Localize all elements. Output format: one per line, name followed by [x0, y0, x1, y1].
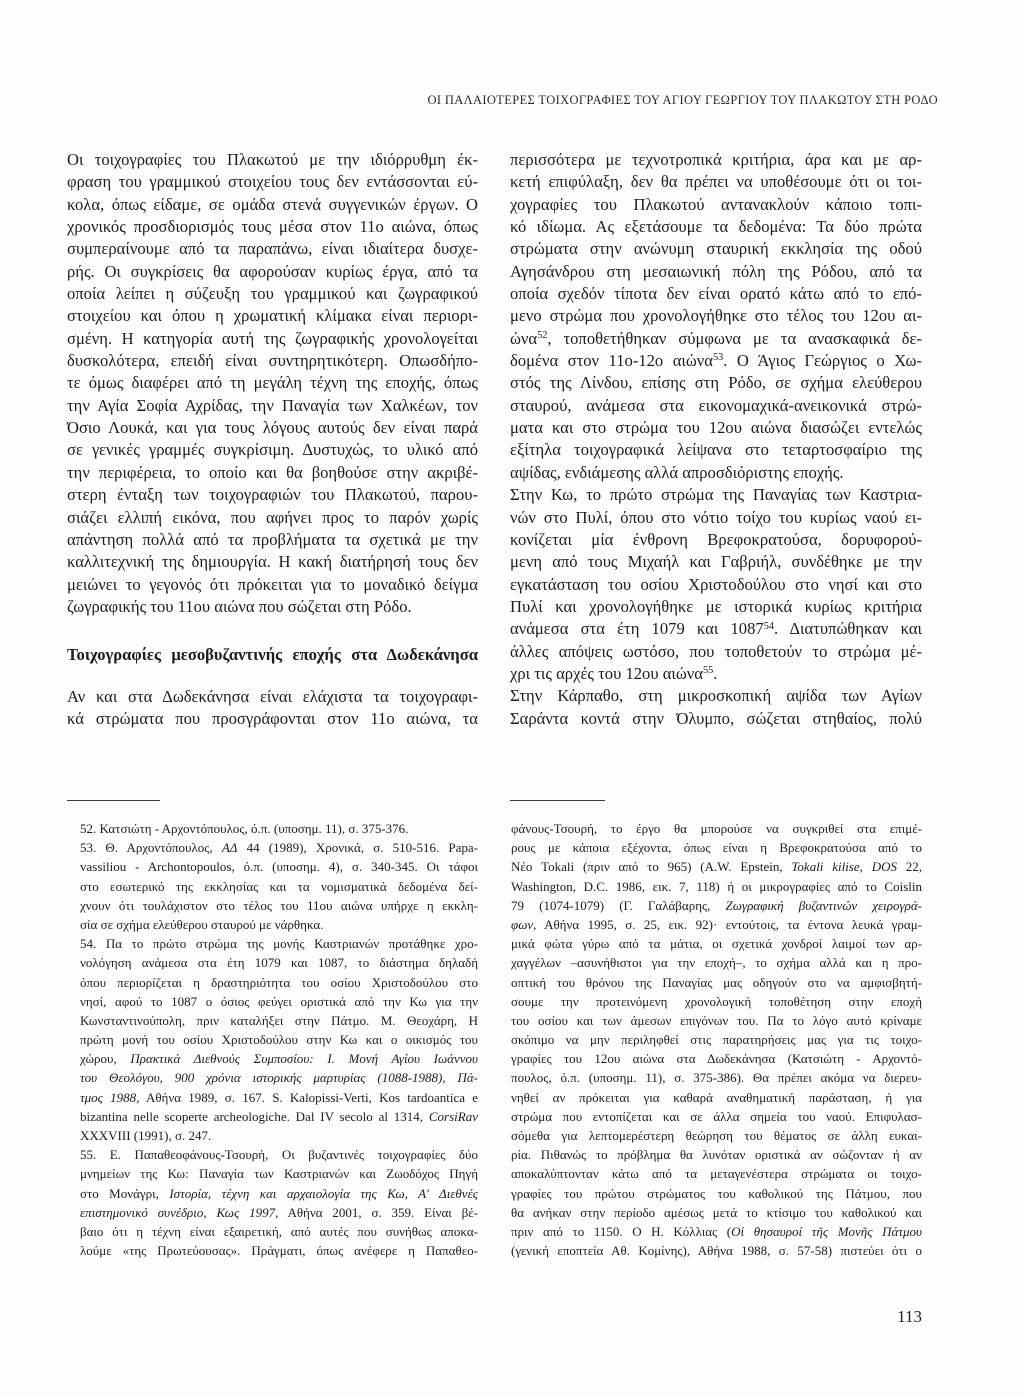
italic-title: DOS: [871, 859, 897, 875]
text-line: Στην Κω, το πρώτο στρώμα της Παναγίας των Καστρια-: [510, 485, 922, 505]
text-line: σόμεθα για λεπτομερέστερη θεώρηση του θέματος σε άλλη ευκαι-: [511, 1128, 922, 1143]
footnote-55: [80, 1145, 478, 1260]
text-line: [510, 328, 922, 350]
text-segment: , Αθήνα 2001, σ. 359. Είναι βέ-: [275, 1204, 478, 1220]
text-line: κό ιδίωμα. Ας εξετάσουμε τα δεδομένα: Τα δύο πρώτα: [510, 217, 922, 237]
text-line: νησί, αφού το 1087 ο όσιος φεύγει οριστικά από την Κω για την: [80, 993, 478, 1009]
italic-title: φων: [511, 916, 534, 932]
italic-title: επιστημονικό συνέδριο, Κως 1997: [80, 1204, 276, 1220]
text-segment: , τοποθετήθηκαν σύμφωνα με τα ανασκαφικά δε-: [547, 328, 922, 348]
text-line: απάντηση πολλά από τα προβλήματα τα σχετικά με την: [67, 529, 478, 549]
paragraph: [67, 686, 478, 731]
text-line: στρώματα στην ανώνυμη σταυρική εκκλησία της οδού: [510, 239, 922, 259]
text-line: [510, 663, 922, 685]
text-line: στερη ένταξη των τοιχογραφιών του Πλακωτού, παρου-: [67, 485, 478, 505]
text-line: συμπεραίνουμε από τα παραπάνω, είναι ιδιαίτερα δυσχε-: [67, 239, 478, 259]
text-line: άλλες απόψεις ωστόσο, που τοποθετούν το στρώμα μέ-: [510, 641, 922, 661]
text-line: [511, 915, 922, 934]
text-line: στός της Λίνδου, επίσης στη Ρόδο, σε σχήμα ελεύθερου: [510, 373, 922, 393]
italic-title: Πρακτικά Διεθνούς Συμποσίου: Ι. Μονή Αγίου Ιωάννου: [130, 1051, 478, 1067]
footnote-reference: 52: [537, 330, 548, 342]
footnote-separator: [510, 800, 605, 801]
text-segment: 44 (1989), Χρονικά, σ. 510-516. Papa-: [237, 840, 479, 856]
text-line: (γενική εποπτεία Αθ. Κομίνης), Αθήνα 1988, σ. 57-58) πιστεύει ότι ο: [511, 1243, 922, 1259]
text-segment: 53. Θ. Αρχοντόπουλος,: [80, 840, 222, 856]
text-line: σκόπιμο να μην περιληφθεί στις παρατηρήσεις μας για τις τοιχο-: [511, 1032, 922, 1048]
text-line: ματα και στο στρώμα του 12ου αιώνα διασώζει εντελώς: [510, 418, 922, 438]
text-line: εγκατάσταση του οσίου Χριστοδούλου στο νησί και στο: [510, 574, 922, 594]
text-segment: πριν από το 1150. Ο Η. Κόλλιας (: [511, 1223, 732, 1239]
footnote-reference: 53: [712, 352, 724, 364]
paragraph: [67, 149, 478, 618]
right-text-column: [510, 149, 922, 739]
text-segment: Νέο Tokali (πριν από το 965) (A.W. Epstein,: [511, 859, 792, 875]
text-line: κά στρώματα που προσγράφονται στον 11ο αιώνα, τα: [67, 709, 478, 729]
footnotes-left-column: [80, 819, 478, 1260]
text-line: του οσίου και των άμεσων επιγόνων του. Πα το λόγο αυτό κρίναμε: [511, 1012, 922, 1028]
text-line: Όσιο Λουκά, και για τους λόγους αυτούς δεν είναι παρά: [67, 418, 478, 438]
italic-title: του Θεολόγου, 900 χρόνια ιστορικής μαρτυρίας (1088-1988), Πά-: [80, 1070, 478, 1086]
text-line: γραφίες του πρώτου στρώματος του καθολικού της Πάτμου, που: [511, 1185, 922, 1201]
text-line: Οι τοιχογραφίες του Πλακωτού με την ιδιόρρυθμη έκ-: [67, 150, 478, 169]
text-line: στρώμα που εντοπίζεται και σε άλλα σημεία του ναού. Επιφυλασ-: [511, 1108, 922, 1124]
text-line: περισσότερα με τεχνοτροπικά κριτήρια, άρα και με αρ-: [510, 150, 922, 169]
text-line: Κωνσταντινούπολη, πριν καταλήξει στην Πάτμο. Μ. Θεοχάρη, Η: [80, 1012, 478, 1028]
text-line: νολόγηση ανάμεσα στα έτη 1079 και 1087, το διάστημα δηλαδή: [80, 955, 478, 971]
text-segment: δομένα στον 11ο-12ο αιώνα: [510, 351, 713, 371]
text-line: σιάζει ελλιπή εικόνα, που αφήνει προς το παρόν χωρίς: [67, 507, 478, 527]
text-line: [510, 350, 922, 372]
paragraph: [510, 149, 922, 484]
text-segment: , Αθήνα 1989, σ. 167. S. Kalopissi-Verti, Kos tardoantica e: [136, 1089, 479, 1105]
text-segment: ώνα: [510, 328, 538, 348]
text-line: την περιφέρεια, το οποίο και θα βοηθούσε στην ακριβέ-: [67, 462, 478, 482]
text-line: [80, 1088, 478, 1107]
footnote-52: [80, 819, 478, 838]
text-segment: . Ο Άγιος Γεώργιος ο Χω-: [723, 351, 922, 371]
text-segment: 79 (1074-1079) (Γ. Γαλάβαρης,: [511, 897, 726, 913]
italic-title: τμος 1988: [80, 1089, 137, 1105]
text-segment: ,: [859, 859, 872, 875]
text-line: τε όμως διαφέρει από τη μεγάλη τέχνη της εποχής, όπως: [67, 373, 478, 393]
text-line: αποκαλύπτονταν κάτω από τα μεταγενέστερα στρώματα οι τοιχο-: [511, 1166, 922, 1182]
text-line: [511, 857, 922, 876]
section-heading: Τοιχογραφίες μεσοβυζαντινής εποχής στα Δωδεκάνησα: [67, 645, 478, 664]
text-line: μενη από τους Μιχαήλ και Γαβριήλ, συνδέθηκε με την: [510, 552, 922, 572]
text-segment: στο Μονάγρι,: [80, 1185, 170, 1201]
footnote-54: [80, 934, 478, 1145]
text-line: 55. Ε. Παπαθεοφάνους-Τσουρή, Οι βυζαντινές τοιχογραφίες δύο: [80, 1147, 478, 1163]
text-line: [80, 1049, 478, 1068]
italic-title: Οἱ θησαυροί τῆς Μονῆς Πάτμου: [731, 1223, 922, 1239]
text-line: σία σε σχήμα ελεύθερου σταυρού με νάρθηκα.: [80, 916, 324, 932]
text-segment: bizantina nelle scoperte archeologiche. Dal IV secolo al 1314,: [80, 1108, 429, 1124]
text-line: μνημείων της Κω: Παναγία των Καστριανών και Ζωοδόχος Πηγή: [80, 1166, 478, 1182]
text-line: φραση του γραμμικού στοιχείου τους δεν εντάσσονται εύ-: [67, 172, 478, 192]
left-text-column: [67, 149, 478, 739]
text-line: Σαράντα κοντά στην Όλυμπο, σώζεται στηθαίος, πολύ: [510, 708, 922, 728]
text-line: χαγγέλων –ασυνήθιστοι για την εποχή–, το σχήμα αλλά και η προ-: [511, 955, 922, 971]
text-segment: , Αθήνα 1995, σ. 25, εικ. 92)· εντούτοις, τα έντονα λευκά γραμ-: [533, 916, 922, 932]
text-line: 54. Πα το πρώτο στρώμα της μονής Καστριανών προτάθηκε χρο-: [80, 936, 478, 952]
text-line: [511, 896, 922, 915]
text-segment: χώρου,: [80, 1051, 131, 1067]
text-line: ρους με κάποια εξέχοντα, όπως είναι η Βρεφοκρατούσα από το: [511, 840, 922, 856]
text-segment: ανάμεσα στα έτη 1079 και 1087: [510, 619, 764, 639]
text-line: κολα, όπως είδαμε, σε ομάδα στενά συγγενικών έργων. Ο: [67, 194, 478, 214]
text-line: οπτική του θρόνου της Παναγίας μας οδηγούν στο να αμφισβητή-: [511, 974, 922, 990]
text-line: 52. Κατσιώτη - Αρχοντόπουλος, ό.π. (υποσημ. 11), σ. 375-376.: [80, 821, 409, 836]
text-line: [80, 1203, 478, 1222]
footnotes-right-column: [511, 819, 922, 1260]
text-line: Washington, D.C. 1986, εικ. 7, 118) ή οι μικρογραφίες από το Coislin: [511, 878, 922, 894]
text-line: θα ανήκαν στην περίοδο αμέσως μετά το κτίσιμο του καθολικού και: [511, 1204, 922, 1220]
text-line: στοιχείου και όπου η χρωματική κλίμακα είναι περιορι-: [67, 306, 478, 326]
italic-title: Ζωγραφική βυζαντινών χειρογρά-: [725, 897, 922, 913]
text-line: νηθεί αν πρόκειται για καθαρά αναθηματική παράσταση, ή για: [511, 1089, 922, 1105]
text-segment: .: [713, 663, 718, 683]
text-segment: . Διατυπώθηκαν και: [773, 619, 922, 639]
running-header: ΟΙ ΠΑΛΑΙΟΤΕΡΕΣ ΤΟΙΧΟΓΡΑΦΙΕΣ ΤΟΥ ΑΓΙΟΥ ΓΕΩΡΓΙΟΥ ΤΟΥ ΠΛΑΚΩΤΟΥ ΣΤΗ ΡΟΔΟ: [427, 93, 938, 107]
text-line: Στην Κάρπαθο, στη μικροσκοπική αψίδα των Αγίων: [510, 686, 922, 706]
text-line: Αγησάνδρου στη μεσαιωνική πόλη της Ρόδου, από τα: [510, 261, 922, 281]
paragraph: [510, 685, 922, 730]
italic-title: Ιστορία, τέχνη και αρχαιολογία της Κω, Α' Διεθνές: [169, 1185, 478, 1201]
text-line: κονίζεται μία ένθρονη Βρεφοκρατούσα, δορυφορού-: [510, 529, 922, 549]
text-line: μικά φώτα γύρω από τα μάτια, οι σχετικά χονδροί λαιμοί των αρ-: [511, 936, 922, 952]
text-line: ρία. Πιθανώς το πρόβλημα θα λυνόταν οριστικά αν σώζονταν ή αν: [511, 1147, 922, 1163]
text-line: όπου περιορίζεται η δραστηριότητα του οσίου Χριστοδούλου στο: [80, 974, 478, 990]
text-line: σουμε την προτεινόμενη χρονολογική τοποθέτηση στην εποχή: [511, 993, 922, 1009]
text-line: πουλος, ό.π. (υποσημ. 11), σ. 375-386). Θα πρέπει ακόμα να διερευ-: [511, 1070, 922, 1086]
text-line: XXXVIII (1991), σ. 247.: [80, 1128, 212, 1143]
text-line: [80, 1107, 478, 1126]
text-line: την Αγία Σοφία Αχρίδας, την Παναγία των Χαλκέων, τον: [67, 395, 478, 415]
text-line: χογραφίες του Πλακωτού αντανακλούν κάποιο τοπι-: [510, 194, 922, 214]
text-line: Αν και στα Δωδεκάνησα είναι ελάχιστα τα τοιχογραφι-: [67, 687, 478, 706]
text-line: σμένη. Η κατηγορία αυτή της ζωγραφικής χρονολογείται: [67, 328, 478, 348]
text-line: νών στο Πυλί, όπου στο νότιο τοίχο του κυρίως ναού ει-: [510, 507, 922, 527]
text-line: γραφίες του 12ου αιώνα στα Δωδεκάνησα (Κατσιώτη - Αρχοντό-: [511, 1051, 922, 1067]
text-line: φάνους-Τσουρή, το έργο θα μπορούσε να συγκριθεί στα επιμέ-: [511, 821, 922, 836]
text-line: λούμε «της Πρωτεύουσας». Πράγματι, όπως ανέφερε η Παπαθεο-: [80, 1243, 478, 1259]
footnote-reference: 55: [703, 665, 714, 677]
text-line: μειώνει το γεγονός ότι πρόκειται για το μοναδικό δείγμα: [67, 574, 478, 594]
text-line: ρής. Οι συγκρίσεις θα αφορούσαν κυρίως έργα, από τα: [67, 261, 478, 281]
text-line: χρονικός προσδιορισμός τους μέσα στον 11ο αιώνα, όπως: [67, 217, 478, 237]
text-line: μενο στρώμα που χρονολογήθηκε στο τέλος του 12ου αι-: [510, 306, 922, 326]
text-line: σταυρού, ανάμεσα στα εικονομαχικά-ανεικονικά στρώ-: [510, 395, 922, 415]
text-line: vassiliou - Archontopoulos, ό.π. (υποσημ. 4), σ. 340-345. Οι τάφοι: [80, 859, 478, 875]
text-line: οποία λείπει η σύζευξη του γραμμικού και ζωγραφικού: [67, 284, 478, 304]
text-line: δυσκολότερα, επειδή είναι συντηρητικότερη. Οπωσδήπο-: [67, 351, 478, 371]
italic-title: CorsiRav: [428, 1108, 478, 1124]
text-line: [511, 1222, 922, 1241]
text-line: σε γενικές γραμμές συγκρίσιμη. Δυστυχώς, το υλικό από: [67, 440, 478, 460]
footnote-separator: [67, 800, 160, 801]
text-line: [80, 1184, 478, 1203]
page-number: 113: [897, 1307, 922, 1326]
footnote-reference: 54: [763, 620, 774, 632]
italic-title: ΑΔ: [221, 840, 238, 856]
text-line: Πυλί και χρονολογήθηκε με ιστορικά κυρίως κριτήρια: [510, 596, 922, 616]
text-line: [510, 618, 922, 640]
footnote-53: [80, 838, 478, 934]
paragraph: [510, 484, 922, 685]
text-line: [80, 1068, 478, 1087]
italic-title: Tokali kilise: [791, 859, 860, 875]
text-line: αψίδας, ενδιάμεσης αλλά απροσδιόριστης εποχής.: [510, 462, 844, 482]
text-line: βαιο ότι η τέχνη είναι εξαιρετική, από αυτές που συνήθως αποκα-: [80, 1223, 478, 1239]
text-line: οποία σχεδόν τίποτα δεν είναι ορατό κάτω από το επό-: [510, 284, 922, 304]
footnote-55-continued: [511, 819, 922, 1260]
text-line: καλλιτεχνική της δημιουργία. Η κακή διατήρησή τους δεν: [67, 552, 478, 572]
text-line: χνουν ότι τουλάχιστον στο τέλος του 11ου αιώνα υπήρχε η εκκλη-: [80, 897, 478, 913]
text-line: [80, 838, 478, 857]
text-line: πρώτη μονή του οσίου Χριστοδούλου στην Κω και ο οικισμός του: [80, 1032, 478, 1048]
text-segment: 22,: [896, 859, 923, 875]
text-line: εξίτηλα τοιχογραφικά λείψανα στο τεταρτοσφαίριο της: [510, 440, 922, 460]
text-segment: χρι τις αρχές του 12ου αιώνα: [510, 663, 703, 683]
text-line: στο εσωτερικό της εκκλησίας και τα νομισματικά δεδομένα δεί-: [80, 878, 478, 894]
text-line: κετή επιφύλαξη, δεν θα πρέπει να υποθέσουμε ότι οι τοι-: [510, 172, 922, 192]
text-line: ζωγραφικής του 11ου αιώνα που σώζεται στη Ρόδο.: [67, 596, 412, 616]
